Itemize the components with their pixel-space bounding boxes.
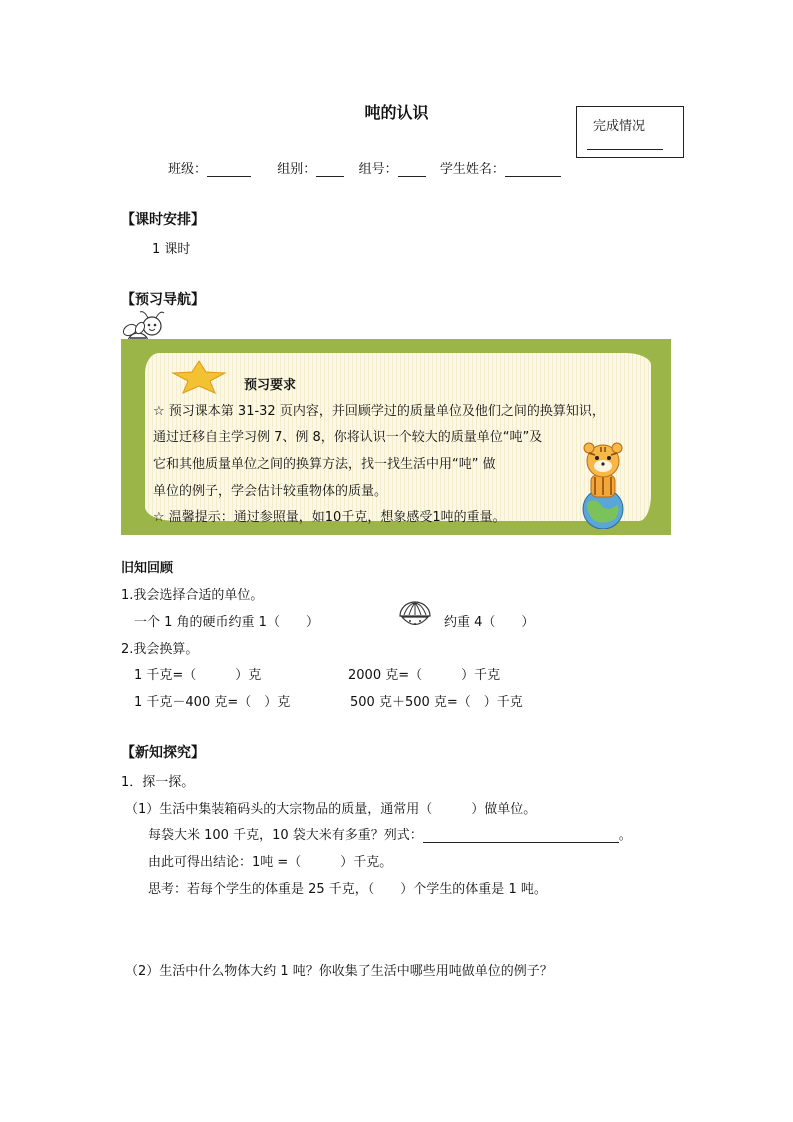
review-q2: 2.我会换算。 [121,642,199,657]
explore-q1-2-prefix: 每袋大米 100 千克，10 袋大米有多重？列式： [148,828,423,843]
explore-q1: 1．探一探。 [121,775,195,790]
review-q2d: 500 克＋500 克=（ ）千克 [350,695,523,710]
student-name-label: 学生姓名： [439,162,505,177]
page-title: 吨的认识 [364,103,429,122]
star-icon [169,359,229,395]
review-q2c: 1 千克－400 克=（ ）克 [134,695,291,710]
preview-heading: 【预习导航】 [121,292,205,308]
completion-status-label: 完成情况 [593,119,646,134]
review-q2b: 2000 克=（ ）千克 [348,668,501,683]
schedule-heading: 【课时安排】 [121,212,205,228]
explore-q1-2 [148,824,632,843]
group-no-label: 组号： [358,162,398,177]
class-field[interactable] [207,162,251,177]
explore-q1-1: （1）生活中集装箱码头的大宗物品的质量，通常用（ ）做单位。 [125,802,537,817]
explore-q1-2-suffix: 。 [618,828,632,843]
completion-status-blank[interactable] [587,149,663,150]
preview-panel [121,339,671,535]
review-q1b: 约重 4（ ） [444,615,535,630]
review-q2a: 1 千克=（ ）克 [134,668,262,683]
review-q1: 1.我会选择合适的单位。 [121,588,264,603]
preview-line-5: ☆ 温馨提示：通过参照量，如10千克，想象感受1吨的重量。 [153,510,506,525]
group-field[interactable] [316,162,344,177]
explore-q1-3: 由此可得出结论：1吨 =（ ）千克。 [148,855,393,870]
formula-answer-blank[interactable] [423,828,619,843]
group-no-field[interactable] [398,162,426,177]
explore-q2: （2）生活中什么物体大约 1 吨？你收集了生活中哪些用吨做单位的例子？ [125,964,553,979]
tiger-on-globe-icon [565,439,641,529]
class-label: 班级： [168,162,208,177]
preview-box-title: 预习要求 [244,378,297,393]
group-label: 组别： [277,162,317,177]
review-q1a: 一个 1 角的硬币约重 1（ ） [134,615,319,630]
preview-line-2: 通过迁移自主学习例 7、例 8，你将认识一个较大的质量单位“吨”及 [153,430,543,445]
explore-q1-4: 思考：若每个学生的体重是 25 千克，（ ）个学生的体重是 1 吨。 [148,882,547,897]
student-info-row [168,158,561,177]
explore-heading: 【新知探究】 [121,745,205,761]
schedule-text: 1 课时 [152,242,191,257]
student-name-field[interactable] [505,162,561,177]
completion-status-box [576,106,684,158]
preview-line-4: 单位的例子，学会估计较重物体的质量。 [153,484,388,499]
preview-line-3: 它和其他质量单位之间的换算方法，找一找生活中用“吨” 做 [153,457,496,472]
watermelon-icon [398,600,432,630]
review-heading: 旧知回顾 [121,561,174,576]
preview-line-1: ☆ 预习课本第 31-32 页内容，并回顾学过的质量单位及他们之间的换算知识， [153,404,605,419]
